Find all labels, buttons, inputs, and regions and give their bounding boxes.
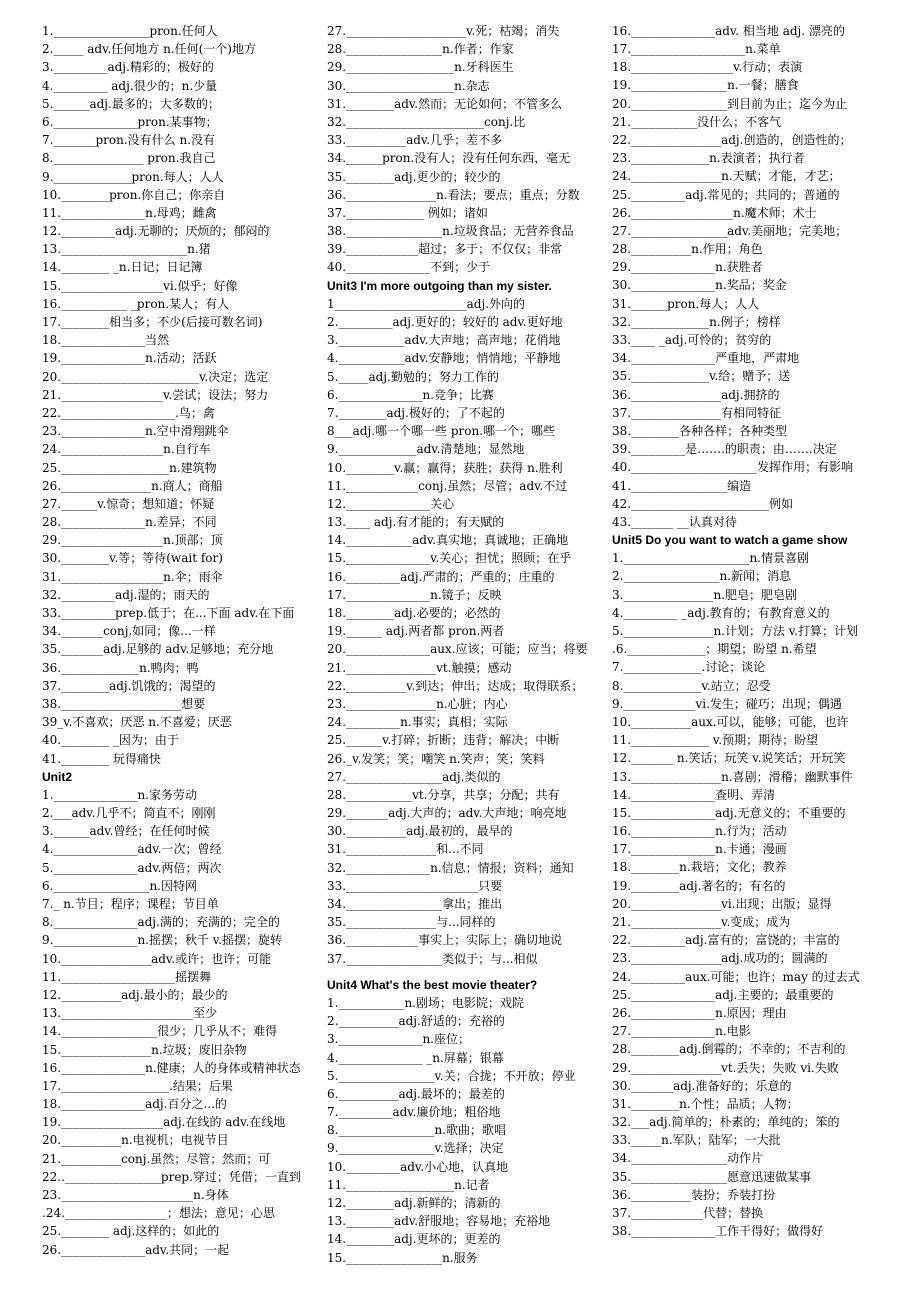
- vocab-item: 9.________________v.选择；决定: [327, 1141, 504, 1156]
- vocab-item: 1.___________n.剧场；电影院；戏院: [327, 995, 524, 1010]
- vocab-item: 2.________________n.新闻；消息: [612, 569, 791, 584]
- vocab-item: 8.________________n.歌曲；歌唱: [327, 1123, 506, 1138]
- vocab-item: 27.____________________v.死；枯竭；消失: [327, 24, 560, 38]
- vocab-item: 10.__________aux.可以，能够；可能，也许: [612, 714, 849, 729]
- vocab-item: 1.______________n.家务劳动: [42, 787, 197, 802]
- vocab-item: 15.________________n.服务: [327, 1250, 478, 1265]
- vocab-item: 17.______________n.镜子；反映: [327, 587, 502, 602]
- vocab-item: 10.________v.赢；赢得；获胜；获得 n.胜利: [327, 460, 563, 475]
- vocab-item: 12._______ n.笑话；玩笑 v.说笑话；开玩笑: [612, 751, 846, 766]
- vocab-item: 37._______________有相同特征: [612, 405, 782, 420]
- vocab-item: 31.______pron.每人；人人: [612, 296, 760, 311]
- vocab-item: 21._______________vt.触摸；感动: [327, 660, 512, 675]
- vocab-item: 41.________________编造: [612, 478, 752, 493]
- vocab-item: 29._________________n.顶部；顶: [42, 533, 223, 548]
- vocab-item: 36._____________n.鸭肉；鸭: [42, 660, 199, 675]
- vocab-item: 7._____________.讨论；谈论: [612, 660, 766, 675]
- vocab-item: 7._______pron.没有什么 n.没有: [42, 133, 215, 148]
- vocab-item: 32._____________n.例子；榜样: [612, 314, 781, 329]
- vocab-item: 5._____adj.勤勉的；努力工作的: [327, 369, 499, 384]
- vocab-item: 27.________________adv.美丽地；完美地；: [612, 223, 848, 238]
- vocab-item: 11.____________conj.虽然；尽管；adv.不过: [327, 478, 568, 493]
- vocab-item: 38.____________________想要: [42, 696, 206, 711]
- vocab-item: 13.______________________至少: [42, 1006, 218, 1021]
- vocab-item: 24._______________n.天赋；才能，才艺；: [612, 169, 841, 184]
- vocab-item: 10.________pron.你自己；你亲自: [42, 187, 226, 202]
- vocab-item: 23._______________n.心脏；内心: [327, 696, 508, 711]
- column-3: [612, 22, 880, 1240]
- vocab-item: 18._________________v.行动；表演: [612, 60, 803, 75]
- vocab-item: 13.____ adj.有才能的；有天赋的: [327, 515, 505, 530]
- vocab-item: 39_v.不喜欢；厌恶 n.不喜爱；厌恶: [42, 715, 232, 730]
- vocab-item: 18.________adj.必要的；必然的: [327, 606, 501, 620]
- vocab-item: 17.________相当多；不少(后接可数名词): [42, 315, 263, 329]
- vocab-item: 33.______________________只要: [327, 878, 503, 893]
- vocab-item: 35._______________与...同样的: [327, 915, 496, 930]
- vocab-item: 15.______________v.关心；担忧；照顾；在乎: [327, 551, 572, 566]
- vocab-item: 28.__________n.作用；角色: [612, 242, 763, 257]
- vocab-item: 15.______________adj.无意义的；不重要的: [612, 805, 846, 820]
- vocab-item: 25.______v.打碎；折断；违背；解决；中断: [327, 733, 560, 748]
- vocab-item: 14.___________adv.真实地；真诚地；正确地: [327, 533, 569, 548]
- vocab-item: 19.______________n.活动；活跃: [42, 351, 217, 366]
- vocab-item: 15._________________vi.似乎；好像: [42, 278, 238, 293]
- vocab-item: 9._____________adv.清楚地；显然地: [327, 442, 525, 457]
- vocab-item: 20.______________aux.应该；可能；应当；将要: [327, 642, 588, 657]
- vocab-item: 29.__________________n.牙科医生: [327, 60, 514, 75]
- vocab-item: 16.______________adv. 相当地 adj. 漂亮的: [612, 24, 845, 38]
- vocab-item: 22.__________v.到达；伸出；达成；取得联系；: [327, 678, 584, 693]
- vocab-item: 33._________prep.低于；在...下面 adv.在下面: [42, 606, 295, 620]
- vocab-item: 26.______________adv.共同；一起: [42, 1242, 230, 1257]
- vocab-item: 6.________________n.因特网: [42, 878, 197, 893]
- vocab-item: 12.________adj.新鲜的；清新的: [327, 1196, 501, 1210]
- vocab-item: 24._________________n.自行车: [42, 442, 211, 457]
- vocab-item: 34.______pron.没有人；没有任何东西，毫无: [327, 151, 571, 166]
- vocab-item: 43._______ __认真对待: [612, 514, 737, 529]
- vocab-item: 24._________aux.可能；也许；may 的过去式: [612, 969, 860, 984]
- vocab-item: 28.________adj.倒霉的；不幸的；不吉利的: [612, 1042, 846, 1057]
- vocab-item: 28.___________vt.分享，共享；分配；共有: [327, 787, 560, 802]
- vocab-item: 14.______________查明、弄清: [612, 787, 776, 802]
- vocab-item: 3.______________n.座位；: [327, 1032, 470, 1047]
- vocab-item: 31.________adv.然而；无论如何；不管多么: [327, 96, 563, 111]
- vocab-item: 32._______________________conj.比: [327, 114, 526, 129]
- vocab-item: 25.__________________n.建筑物: [42, 460, 217, 475]
- vocab-item: 20.__________n.电视机；电视节目: [42, 1133, 229, 1148]
- vocab-item: 8.______________adj.满的；充满的；完全的: [42, 915, 280, 930]
- vocab-item: 9.____________vi.发生；碰巧；出现；偶遇: [612, 696, 842, 711]
- vocab-item: 22._________adj.富有的；富饶的；丰富的: [612, 933, 840, 948]
- vocab-item: 13._____________________n.猪: [42, 242, 211, 257]
- vocab-item: 31.________n.个性；品质；人物；: [612, 1096, 799, 1111]
- vocab-item: 26._______________n.商人；商船: [42, 478, 223, 493]
- vocab-item: 33.__________adv.几乎；差不多: [327, 133, 503, 148]
- vocab-item: 12.______________关心: [327, 496, 455, 511]
- vocab-item: 39._________是…….的职责；由…….决定: [612, 442, 837, 457]
- vocab-item: 16._________adj.严肃的；严重的；庄重的: [327, 569, 555, 584]
- vocab-item: 16.___________ _pron.某人；有人: [42, 296, 230, 311]
- vocab-item: 11.___________________摇摆舞: [42, 969, 212, 984]
- vocab-item: 3._______________n.肥皂；肥皂剧: [612, 587, 797, 602]
- vocab-item: 15._______________n.垃圾；废旧杂物: [42, 1042, 247, 1057]
- vocab-item: 21.__________conj.虽然；尽管；然而；可: [42, 1151, 271, 1166]
- vocab-item: 4.___________adv.安静地；悄悄地；平静地: [327, 351, 561, 366]
- vocab-item: 35._______adj.足够的 adv.足够地；充分地: [42, 642, 274, 657]
- vocab-item: 28.________________n.作者；作家: [327, 42, 514, 57]
- vocab-item: 37.____________代替；替换: [612, 1206, 764, 1220]
- vocab-item: 30.________v.等；等待(wait for): [42, 551, 223, 566]
- vocab-item: 23._______________adj.成功的；圆满的: [612, 951, 828, 966]
- vocab-item: 30.__________adj.最初的，最早的: [327, 824, 513, 839]
- vocab-item: 36.__________装扮；乔装打扮: [612, 1187, 776, 1202]
- vocab-item: 6.______________pron.某事物；: [42, 114, 218, 129]
- vocab-item: 2.__________adj.舒适的；充裕的: [327, 1014, 505, 1029]
- vocab-item: 2.___adv.几乎不；简直不；刚刚: [42, 806, 216, 821]
- vocab-item: 7._________adv.廉价地；粗俗地: [327, 1105, 501, 1120]
- vocab-item: 36.____________事实上；实际上；确切地说: [327, 933, 563, 948]
- vocab-item: 23._____________n.表演者；执行者: [612, 151, 805, 166]
- vocab-item: 19.______ adj.两者都 pron.两者: [327, 624, 505, 639]
- vocab-item: 31._______________和...不同: [327, 842, 484, 857]
- vocab-item: 13.________adv.舒服地；容易地；充裕地: [327, 1214, 551, 1229]
- vocab-item: 23.______________n.空中滑翔跳伞: [42, 424, 229, 439]
- vocab-item: 10._______________adv.或许；也许；可能: [42, 951, 272, 966]
- vocab-item: 33.____ _adj.可怜的；贫穷的: [612, 333, 772, 347]
- vocab-item: 8._______________ pron.我自己: [42, 151, 216, 166]
- vocab-item: 2._____ adv.任何地方 n.任何(一个)地方: [42, 42, 256, 57]
- vocab-item: 30.______________n.奖品；奖金: [612, 278, 787, 293]
- column-1: [42, 22, 310, 1259]
- vocab-item: 25._________adj.常见的；共同的；普通的: [612, 187, 840, 202]
- vocab-item: 3.___________adv.大声地；高声地；花俏地: [327, 333, 561, 348]
- vocab-item: 26._________________n.魔术师；术士: [612, 205, 817, 220]
- vocab-item: 11._____________ v.预期；期待；盼望: [612, 733, 819, 748]
- vocab-item: 17.___________________n.菜单: [612, 42, 781, 56]
- vocab-item: 38.________________n.垃圾食品；无营养食品: [327, 224, 574, 239]
- vocab-item: 28.______________n.差异；不同: [42, 515, 217, 530]
- vocab-item: 27.______________n.电影: [612, 1024, 751, 1039]
- vocab-item: 12.__________adj.最小的；最少的: [42, 987, 228, 1002]
- vocab-item: 27.______v.惊奇；想知道；怀疑: [42, 496, 215, 511]
- unit-heading: Unit4 What's the best movie theater?: [327, 977, 538, 992]
- vocab-item: 12._________adj.无聊的；厌烦的；郁闷的: [42, 224, 270, 239]
- vocab-item: 14.________ _n.日记；日记簿: [42, 260, 203, 275]
- vocab-item: 31._________________n.伞；雨伞: [42, 569, 223, 584]
- vocab-item: 38.________各种各样；各种类型: [612, 423, 788, 438]
- vocab-item: 41.________ 玩得痛快: [42, 751, 161, 766]
- vocab-item: 8___adj.哪一个哪一些 pron.哪一个；哪些: [327, 424, 556, 439]
- vocab-item: 32.___adj.简单的；朴素的；单纯的；笨的: [612, 1115, 840, 1130]
- vocab-item: 1._____________________n.情景喜剧: [612, 551, 809, 566]
- vocab-item: 36._______________n.看法；要点；重点；分数: [327, 187, 580, 202]
- vocab-item: 25.________ adj.这样的；如此的: [42, 1224, 220, 1239]
- vocab-item: 30.__________________n.杂志: [327, 78, 490, 93]
- vocab-item: 10._________adv.小心地，认真地: [327, 1159, 509, 1174]
- unit-heading: Unit2: [42, 769, 72, 784]
- vocab-item: 23.______________________n.身体: [42, 1188, 229, 1202]
- vocab-item: 16.______________n.健康；人的身体或精神状态: [42, 1060, 301, 1075]
- vocab-item: 34.______________严重地，严肃地: [612, 351, 800, 366]
- vocab-item: 26._v.发笑；笑；嘲笑 n.笑声；笑；笑料: [327, 751, 545, 766]
- vocab-item: 22._______________adj.创造的，创造性的；: [612, 132, 852, 147]
- vocab-item: 20.________________到目前为止；迄今为止: [612, 96, 848, 111]
- vocab-item: 6.______________n.竞争；比赛: [327, 387, 494, 402]
- vocab-item: 36._______________adj.拥挤的: [612, 387, 780, 402]
- vocab-item: 34.________________拿出；推出: [327, 897, 503, 911]
- vocab-item: 5.______________adv.两倍；两次: [42, 860, 222, 875]
- vocab-item: .24._________________；想法；意见；心思: [42, 1206, 275, 1221]
- vocab-item: 22..________________prep.穿过；凭借；一直到: [42, 1169, 301, 1184]
- vocab-item: 40._____________________发挥作用；有影响: [612, 460, 854, 475]
- column-2: [327, 22, 595, 1267]
- vocab-item: 7._ n.节目；程序；课程；节目单: [42, 897, 219, 911]
- vocab-item: 7.________adj.极好的；了不起的: [327, 405, 505, 420]
- vocab-item: 35.________________愿意迅速做某事: [612, 1169, 812, 1184]
- vocab-item: 8._____________v.站立；忍受: [612, 678, 771, 693]
- unit-heading: Unit3 I'm more outgoing than my sister.: [327, 278, 552, 293]
- vocab-item: 35.________adj.更少的；较少的: [327, 169, 501, 184]
- vocab-item: 18.______________当然: [42, 333, 170, 348]
- vocab-item: 37.________________类似于；与...相似: [327, 951, 538, 966]
- vocab-item: 3.______adv.曾经；在任何时候: [42, 824, 210, 839]
- vocab-item: 5.______adj.最多的；大多数的；: [42, 96, 220, 111]
- vocab-item: 42._______________________例如: [612, 496, 794, 511]
- vocab-item: 33._____n.军队；陆军；一大批: [612, 1133, 781, 1148]
- unit-heading: Unit5 Do you want to watch a game show: [612, 533, 848, 548]
- vocab-item: 4._________ adj.很少的；n.少量: [42, 78, 218, 93]
- vocab-item: 38.______________工作干得好；做得好: [612, 1224, 824, 1239]
- vocab-item: 26.______________n.原因；理由: [612, 1005, 787, 1020]
- vocab-item: 17.______________n.卡通；漫画: [612, 842, 787, 857]
- vocab-item: 18.______________adj.百分之...的: [42, 1097, 227, 1112]
- vocab-item: 11.__________________n.记者: [327, 1177, 490, 1192]
- vocab-item: 35._____________v.给；赠予；送: [612, 369, 791, 384]
- vocab-item: 21._______________v.变成；成为: [612, 915, 791, 929]
- vocab-item: 9._____________pron.每人；人人: [42, 169, 224, 184]
- vocab-item: 39.____________超过；多于；不仅仅；非常: [327, 242, 563, 257]
- vocab-item: 27.________________adj.类似的: [327, 769, 501, 784]
- vocab-item: 4._________ _adj.教育的；有教育意义的: [612, 605, 830, 620]
- vocab-item: 1______________________adj.外向的: [327, 296, 526, 311]
- vocab-item: 21.___________没什么；不客气: [612, 114, 782, 129]
- vocab-item: 37._____________ 例如；诸如: [327, 205, 488, 220]
- vocab-item: 24._________n.事实；真相；实际: [327, 715, 508, 730]
- vocab-item: 29._______adj.大声的；adv.大声地；响亮地: [327, 806, 567, 821]
- vocab-item: 34.________________动作片: [612, 1151, 764, 1166]
- vocab-item: 6.__________adj.最坏的；最差的: [327, 1086, 505, 1101]
- vocab-item: 32._________adj.湿的；雨天的: [42, 587, 210, 602]
- vocab-item: 13._______________n.喜剧；滑稽；幽默事件: [612, 769, 853, 784]
- vocab-item: 37.________adj.饥饿的；渴望的: [42, 678, 216, 693]
- vocab-item: 9.______________n.摇摆；秋千 v.摇摆；旋转: [42, 933, 282, 948]
- vocab-item: .6._____________；期望；盼望 n.希望: [612, 642, 817, 657]
- vocab-item: 25.______________adj.主要的；最重要的: [612, 987, 834, 1002]
- vocab-item: 11.______________n.母鸡；雌禽: [42, 205, 217, 220]
- vocab-item: 5._______________n.计划；方法 v.打算；计划: [612, 624, 858, 638]
- vocab-item: 19._________________adj.在线的 adv.在线地: [42, 1115, 286, 1130]
- vocab-item: 17.__________________.结果；后果: [42, 1078, 233, 1093]
- vocab-item: 40.________ _因为；由于: [42, 733, 179, 748]
- spacer: [327, 968, 595, 976]
- vocab-item: 18.________n.栽培；文化；教养: [612, 860, 787, 875]
- vocab-item: 14.________adj.更坏的；更差的: [327, 1232, 501, 1247]
- vocab-item: 4.______________ _n.屏幕；银幕: [327, 1050, 504, 1065]
- vocab-item: 20._______________vi.出现；出版；显得: [612, 896, 832, 911]
- vocab-item: 1.________________pron.任何人: [42, 24, 218, 38]
- vocab-item: 29.______________n.获胜者: [612, 260, 763, 275]
- vocab-item: 14.________________很少；几乎从不；难得: [42, 1024, 278, 1039]
- vocab-item: 3._________adj.精彩的；极好的: [42, 60, 214, 75]
- vocab-item: 34._______conj.如同；像...一样: [42, 624, 216, 639]
- vocab-item: 40.______________不到；少于: [327, 260, 491, 275]
- vocab-item: 2._________adj.更好的；较好的 adv.更好地: [327, 315, 563, 329]
- vocab-item: 22.___________________.鸟；禽: [42, 405, 215, 420]
- vocab-item: 4.______________adv.一次；曾经: [42, 842, 222, 857]
- vocab-item: 29._______________vt.丢失；失败 vi.失败: [612, 1060, 839, 1075]
- vocab-item: 19.________adj.著名的；有名的: [612, 878, 786, 893]
- vocab-item: 21._________________v.尝试；设法；努力: [42, 387, 269, 402]
- vocab-item: 5.________________v.关；合拢；不开放；停业: [327, 1068, 576, 1083]
- vocab-item: 19.________________n.一餐；膳食: [612, 78, 799, 93]
- vocab-item: 30._______adj.准备好的；乐意的: [612, 1078, 792, 1093]
- vocab-item: 20._______________________v.决定；选定: [42, 369, 269, 384]
- vocab-item: 16.______________n.行为；活动: [612, 824, 787, 839]
- vocab-item: 32.______________n.信息；情报；资料；通知: [327, 860, 574, 875]
